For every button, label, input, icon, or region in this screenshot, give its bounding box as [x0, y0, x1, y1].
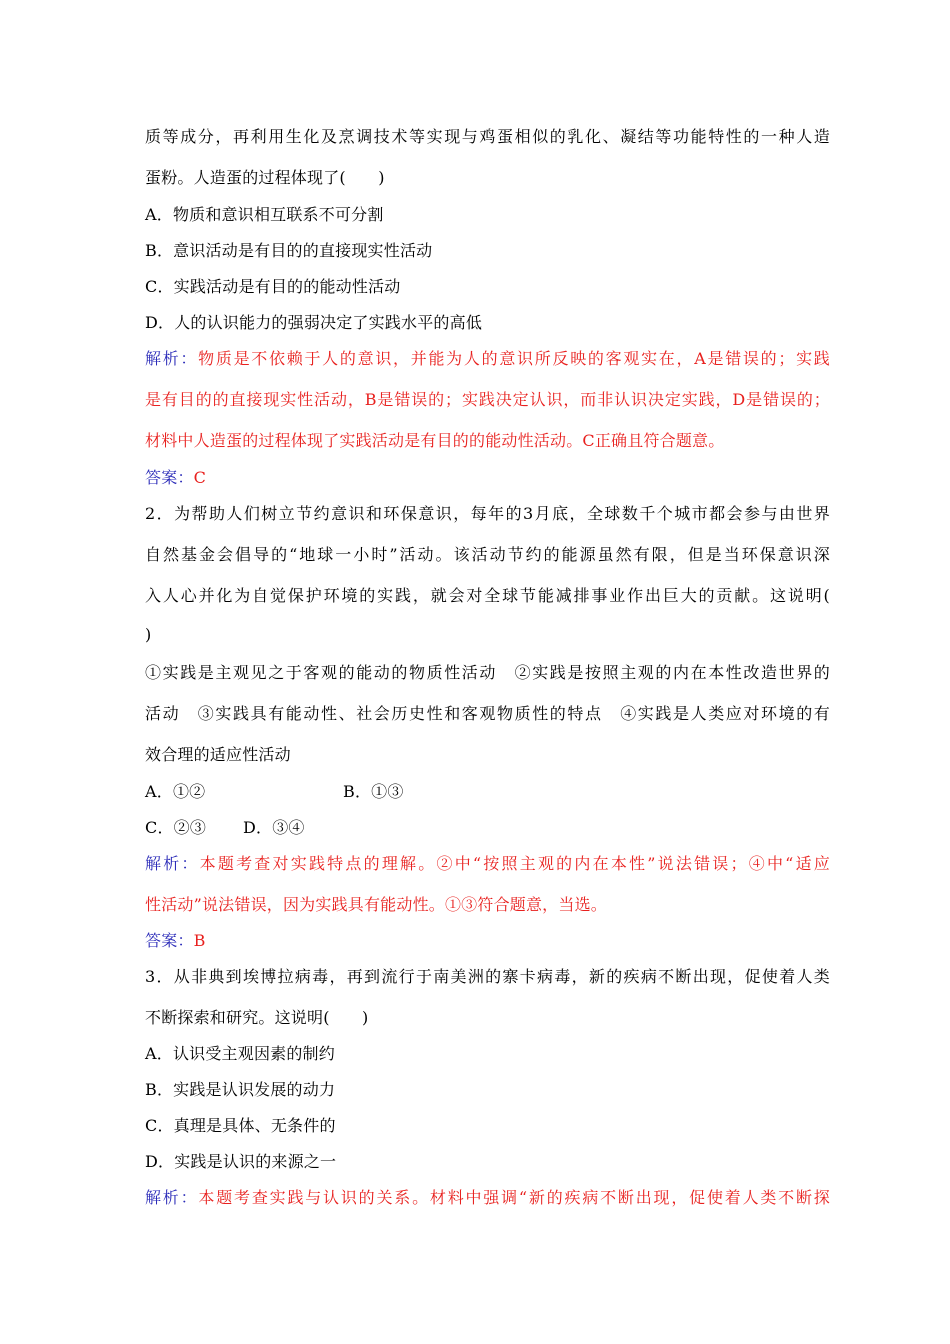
- q1-analysis-line-3: 材料中人造蛋的过程体现了实践活动是有目的的能动性活动。C正确且符合题意。: [145, 431, 725, 450]
- q2-option-c: C．②③: [145, 818, 207, 837]
- q2-choices-line-1: ①实践是主观见之于客观的能动的物质性活动 ②实践是按照主观的内在本性改造世界的: [145, 663, 830, 682]
- q1-analysis-text-1: 物质是不依赖于人的意识，并能为人的意识所反映的客观实在，A是错误的；实践: [198, 349, 830, 368]
- q3-option-a: A．认识受主观因素的制约: [145, 1044, 335, 1063]
- q3-stem-line-1: 3．从非典到埃博拉病毒，再到流行于南美洲的寨卡病毒，新的疾病不断出现，促使着人类: [145, 967, 830, 986]
- q2-stem-line-2: 自然基金会倡导的“地球一小时”活动。该活动节约的能源虽然有限，但是当环保意识深: [145, 545, 830, 564]
- q2-analysis-line-2: 性活动”说法错误，因为实践具有能动性。①③符合题意，当选。: [145, 895, 607, 914]
- q2-answer-label: 答案：: [145, 931, 194, 950]
- q2-options-row-1: [145, 781, 830, 803]
- q1-stem-line-1: 质等成分，再利用生化及烹调技术等实现与鸡蛋相似的乳化、凝结等功能特性的一种人造: [145, 127, 830, 146]
- q1-answer: [145, 467, 830, 489]
- q3-stem-line-2: 不断探索和研究。这说明( ): [145, 1008, 369, 1027]
- q2-option-a: A．①②: [145, 782, 206, 801]
- q2-stem-line-1: 2．为帮助人们树立节约意识和环保意识，每年的3月底，全球数千个城市都会参与由世界: [145, 504, 830, 523]
- q1-analysis-line-2: 是有目的的直接现实性活动，B是错误的；实践决定认识，而非认识决定实践，D是错误的；: [145, 390, 830, 409]
- q2-option-b: B．①③: [343, 782, 404, 801]
- q1-option-d: D．人的认识能力的强弱决定了实践水平的高低: [145, 313, 483, 332]
- q1-analysis-label: 解析：: [145, 349, 199, 368]
- q2-options-row-2: [145, 817, 830, 839]
- q2-stem-line-4: ): [145, 625, 152, 644]
- q3-option-b: B．实践是认识发展的动力: [145, 1080, 336, 1099]
- q1-answer-value: C: [193, 468, 207, 487]
- q2-analysis-label: 解析：: [145, 854, 200, 873]
- q3-analysis-label: 解析：: [145, 1188, 199, 1207]
- q3-option-c: C．真理是具体、无条件的: [145, 1116, 336, 1135]
- q1-option-a: A．物质和意识相互联系不可分割: [145, 205, 384, 224]
- q1-answer-label: 答案：: [145, 468, 194, 487]
- q2-choices-line-3: 效合理的适应性活动: [145, 745, 291, 764]
- q3-analysis-line-1: [145, 1187, 830, 1209]
- q2-answer: [145, 930, 830, 952]
- q1-option-b: B．意识活动是有目的的直接现实性活动: [145, 241, 433, 260]
- q1-option-c: C．实践活动是有目的的能动性活动: [145, 277, 401, 296]
- q1-analysis-line-1: [145, 348, 830, 370]
- q2-analysis-line-1: [145, 853, 830, 875]
- q2-stem-line-3: 入人心并化为自觉保护环境的实践，就会对全球节能减排事业作出巨大的贡献。这说明(: [145, 586, 830, 605]
- q1-stem-line-2: 蛋粉。人造蛋的过程体现了( ): [145, 168, 385, 187]
- q3-analysis-text-1: 本题考查实践与认识的关系。材料中强调“新的疾病不断出现，促使着人类不断探: [198, 1188, 830, 1207]
- q2-answer-value: B: [193, 931, 206, 950]
- q3-option-d: D．实践是认识的来源之一: [145, 1152, 337, 1171]
- q2-option-d: D．③④: [243, 818, 305, 837]
- q2-analysis-text-1: 本题考查对实践特点的理解。②中“按照主观的内在本性”说法错误；④中“适应: [199, 854, 830, 873]
- q2-choices-line-2: 活动 ③实践具有能动性、社会历史性和客观物质性的特点 ④实践是人类应对环境的有: [145, 704, 830, 723]
